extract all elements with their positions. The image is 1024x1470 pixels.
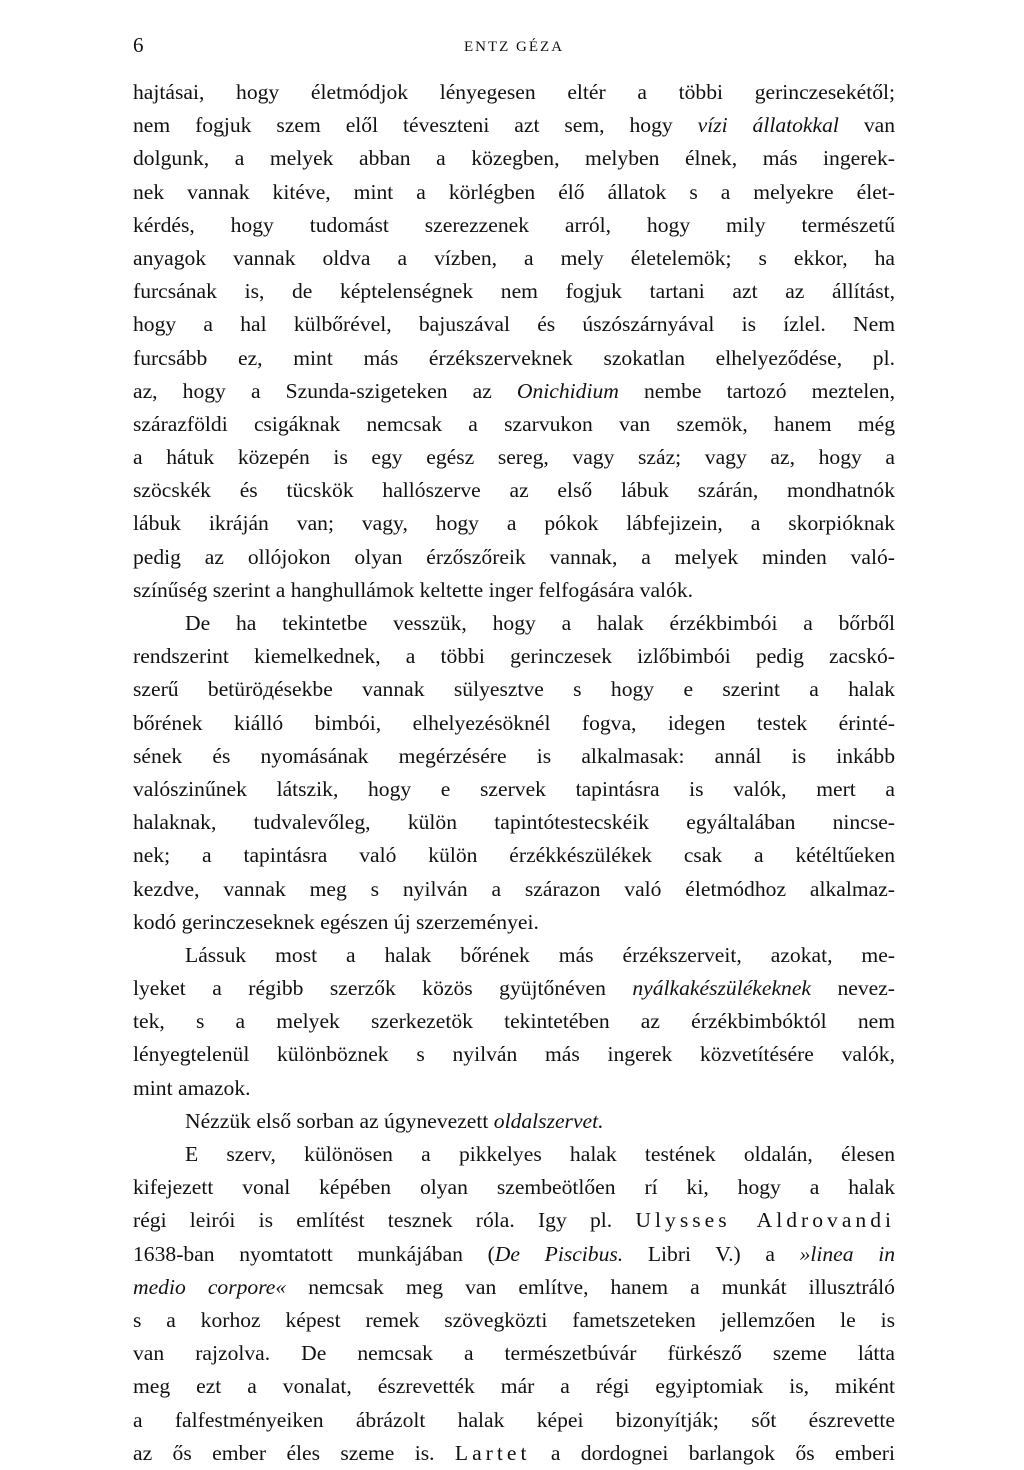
text-line xyxy=(133,176,895,209)
spaced-name: Lartet xyxy=(454,1440,531,1465)
text-run: lábuk ikráján van; vagy, hogy a pókok lábfejizein, a skorpióknak xyxy=(133,511,895,536)
text-line xyxy=(133,1370,895,1403)
text-run: szöcskék és tücskök hallószerve az első lábuk szárán, mondhatnók xyxy=(133,478,895,503)
text-line xyxy=(133,109,895,142)
text-line xyxy=(133,1204,895,1237)
text-line xyxy=(133,906,895,939)
italic-text: oldalszervet. xyxy=(493,1108,604,1133)
text-run: kérdés, hogy tudomást szerezzenek arról, hogy mily természetű xyxy=(133,212,895,237)
text-run: kezdve, vannak meg s nyilván a szárazon való életmódhoz alkalmaz- xyxy=(133,876,895,901)
text-line xyxy=(133,142,895,175)
text-line xyxy=(133,474,895,507)
italic-text: vízi állatokkal xyxy=(697,113,839,138)
text-run: nem fogjuk szem elől téveszteni azt sem, hogy xyxy=(133,113,698,138)
text-line xyxy=(133,773,895,806)
text-line xyxy=(133,673,895,706)
text-line xyxy=(133,308,895,341)
text-run: mint amazok. xyxy=(133,1075,251,1100)
page-header xyxy=(133,32,895,58)
italic-text: De Piscibus. xyxy=(494,1241,624,1266)
text-line xyxy=(133,707,895,740)
text-run: valószinűnek látszik, hogy e szervek tapintásra is valók, mert a xyxy=(133,776,895,801)
text-run: a dordognei barlangok ős emberi xyxy=(530,1440,895,1465)
text-line xyxy=(133,1171,895,1204)
text-run: nek; a tapintásra való külön érzékkészülékek csak a kétéltűeken xyxy=(133,843,895,868)
text-line xyxy=(133,507,895,540)
text-run: anyagok vannak oldva a vízben, a mely életelemök; s ekkor, ha xyxy=(133,245,895,270)
text-line xyxy=(133,873,895,906)
text-line xyxy=(133,1138,895,1171)
text-line xyxy=(133,209,895,242)
text-line xyxy=(133,839,895,872)
text-line xyxy=(133,76,895,109)
text-run: De ha tekintetbe vesszük, hogy a halak érzékbimbói a bőrből xyxy=(185,611,895,635)
text-run: 1638-ban nyomtatott munkájában ( xyxy=(133,1241,495,1266)
italic-text: medio corpore« xyxy=(133,1274,287,1299)
text-line xyxy=(133,1238,895,1271)
text-line xyxy=(133,1404,895,1437)
text-run: nemcsak meg van említve, hanem a munkát illusztráló xyxy=(286,1274,895,1299)
text-run: van rajzolva. De nemcsak a természetbúvár fürkésző szeme látta xyxy=(133,1341,895,1366)
text-run: Libri V.) a xyxy=(623,1241,800,1266)
text-run: meg ezt a vonalat, észrevették már a régi egyiptomiak is, miként xyxy=(133,1374,895,1399)
text-run: a hátuk közepén is egy egész sereg, vagy száz; vagy az, hogy a xyxy=(133,445,895,470)
text-run: E szerv, különösen a pikkelyes halak testének oldalán, élesen xyxy=(185,1142,895,1166)
text-run: az ős ember éles szeme is. xyxy=(133,1440,455,1465)
text-run: Nézzük első sorban az úgynevezett xyxy=(185,1108,494,1133)
text-run: Lássuk most a halak bőrének más érzékszerveit, azokat, me- xyxy=(185,942,895,967)
text-line xyxy=(133,1271,895,1304)
italic-text: nyálkakészülékeknek xyxy=(632,976,811,1001)
text-line xyxy=(133,806,895,839)
text-line xyxy=(133,541,895,574)
text-run: van xyxy=(838,113,895,138)
text-run: nembe tartozó meztelen, xyxy=(618,378,895,403)
text-run: régi leirói is említést tesznek róla. Igy pl. xyxy=(133,1208,636,1233)
text-run: szerű betüröдésekbe vannak sülyesztve s hogy e szerint a halak xyxy=(133,677,895,702)
text-run: hogy a hal külbőrével, bajuszával és úszószárnyával is ízlel. Nem xyxy=(133,312,895,337)
text-run: furcsább ez, mint más érzékszerveknek szokatlan elhelyeződése, pl. xyxy=(133,345,895,370)
text-line xyxy=(133,275,895,308)
text-run: lényegtelenül különböznek s nyilván más ingerek közvetítésére valók, xyxy=(133,1042,895,1067)
text-line xyxy=(133,574,895,607)
text-run: hajtásai, hogy életmódjok lényegesen eltér a többi gerinczesekétől; xyxy=(133,80,895,104)
text-run: furcsának is, de képtelenségnek nem fogjuk tartani azt az állítást, xyxy=(133,279,895,304)
text-run: bőrének kiálló bimbói, elhelyezésöknél fogva, idegen testek érinté- xyxy=(133,710,895,735)
text-line xyxy=(133,441,895,474)
text-line xyxy=(133,1105,895,1138)
text-line xyxy=(133,375,895,408)
text-run: kodó gerinczeseknek egészen új szerzeményei. xyxy=(133,909,539,934)
text-line xyxy=(133,1337,895,1370)
text-run: színűség szerint a hanghullámok keltette inger felfogására valók. xyxy=(133,577,694,602)
text-line xyxy=(133,1304,895,1337)
text-line xyxy=(133,1072,895,1105)
text-line xyxy=(133,640,895,673)
text-line xyxy=(133,939,895,972)
running-head: ENTZ GÉZA xyxy=(463,39,565,55)
text-run: nek vannak kitéve, mint a körlégben élő állatok s a melyekre élet- xyxy=(133,179,895,204)
text-run: az, hogy a Szunda-szigeteken az xyxy=(133,378,517,403)
text-line xyxy=(133,408,895,441)
text-line xyxy=(133,740,895,773)
text-run: dolgunk, a melyek abban a közegben, melyben élnek, más ingerek- xyxy=(133,146,895,171)
text-run: lyeket a régibb szerzők közös gyüjtőnéven xyxy=(133,976,633,1001)
text-line xyxy=(133,1038,895,1071)
text-run: szárazföldi csigáknak nemcsak a szarvukon van szemök, hanem még xyxy=(133,411,895,436)
text-line xyxy=(133,972,895,1005)
italic-text: »linea in xyxy=(799,1241,895,1266)
text-run: nevez- xyxy=(811,976,896,1001)
page-number: 6 xyxy=(133,33,144,57)
text-run: sének és nyomásának megérzésére is alkalmasak: annál is inkább xyxy=(133,743,895,768)
italic-text: Onichidium xyxy=(516,378,619,403)
text-run: s a korhoz képest remek szövegközti fametszeteken jellemzően le is xyxy=(133,1307,895,1332)
spaced-name: Ulysses Aldrovandi xyxy=(635,1208,895,1233)
body-text xyxy=(133,76,895,1470)
text-run: pedig az ollójokon olyan érzőszőreik vannak, a melyek minden való- xyxy=(133,544,895,569)
text-line xyxy=(133,607,895,640)
text-line xyxy=(133,1005,895,1038)
text-run: a falfestményeiken ábrázolt halak képei bizonyítják; sőt észrevette xyxy=(133,1407,895,1432)
text-run: tek, s a melyek szerkezetök tekintetében az érzékbimbóktól nem xyxy=(133,1009,895,1034)
text-run: kifejezett vonal képében olyan szembeötlően rí ki, hogy a halak xyxy=(133,1175,895,1200)
text-line xyxy=(133,242,895,275)
text-line xyxy=(133,342,895,375)
text-line xyxy=(133,1437,895,1470)
text-run: rendszerint kiemelkednek, a többi gerinczesek izlőbimbói pedig zacskó- xyxy=(133,644,895,669)
text-run: halaknak, tudvalevőleg, külön tapintótestecskéik egyáltalában nincse- xyxy=(133,810,895,835)
